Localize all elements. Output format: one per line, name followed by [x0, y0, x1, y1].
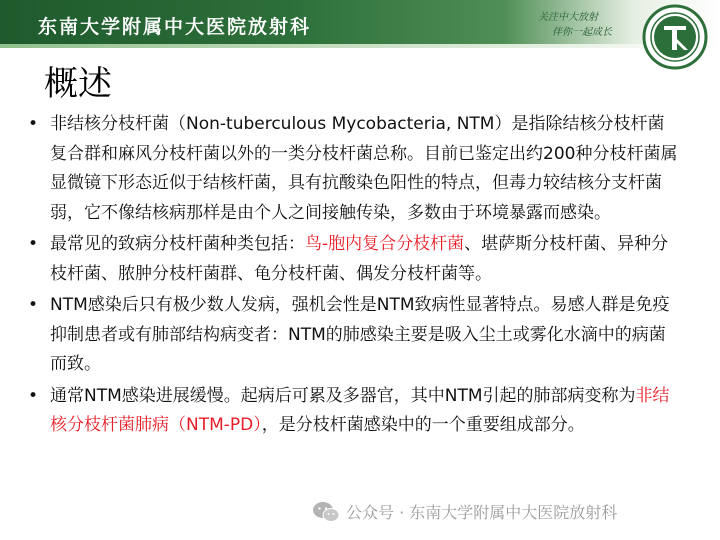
bullet-item-common-species — [30, 230, 680, 289]
bullet-item-definition — [30, 110, 680, 228]
page-title: 概述 — [44, 64, 112, 104]
bullet-list — [30, 110, 680, 443]
bullet-text-before: 通常NTM感染进展缓慢。起病后可累及多器官，其中NTM引起的肺部病变称为 — [50, 385, 636, 406]
slogan-line-1: 关注中大放射 — [538, 12, 598, 23]
watermark-text: 公众号 · 东南大学附属中大医院放射科 — [346, 503, 618, 522]
wechat-icon — [312, 501, 340, 523]
bullet-text: 非结核分枝杆菌（Non-tuberculous Mycobacteria, NTM）是指除结核分枝杆菌复合群和麻风分枝杆菌以外的一类分枝杆菌总称。目前已鉴定出约200种分枝杆菌属显微镜下形态近似于结核杆菌，具有抗酸染色阳性的特点，但毒力较结核分支杆菌弱，它不像结核病那样是由个人之间接触传染，多数由于环境暴露而感染。 — [50, 114, 678, 223]
highlight-mac-complex: 鸟-胞内复合分枝杆菌 — [305, 234, 465, 254]
bullet-item-ntm-pd — [30, 382, 680, 441]
slogan-line-2: 伴你一起成长 — [552, 27, 612, 38]
watermark — [312, 500, 617, 523]
bullet-text: NTM感染后只有极少数人发病，强机会性是NTM致病性显著特点。易感人群是免疫抑制患者或有肺部结构病变者：NTM的肺感染主要是吸入尘土或雾化水滴中的病菌而致。 — [50, 295, 670, 374]
bullet-text-after: ，是分枝杆菌感染中的一个重要组成部分。 — [261, 415, 585, 435]
bullet-text-after: 、堪萨斯分枝杆菌、异种分枝杆菌、脓肿分枝杆菌群、龟分枝杆菌、偶发分枝杆菌等。 — [50, 234, 669, 284]
highlight-ntm-pd: 非结核分枝杆菌肺病（NTM-PD） — [50, 385, 670, 435]
slogan — [538, 10, 634, 40]
header-band — [0, 0, 720, 48]
hospital-logo-icon — [642, 4, 708, 70]
bullet-item-susceptibility — [30, 291, 680, 380]
hospital-department-title: 东南大学附属中大医院放射科 — [38, 16, 312, 38]
bullet-text-before: 最常见的致病分枝杆菌种类包括： — [50, 234, 305, 254]
